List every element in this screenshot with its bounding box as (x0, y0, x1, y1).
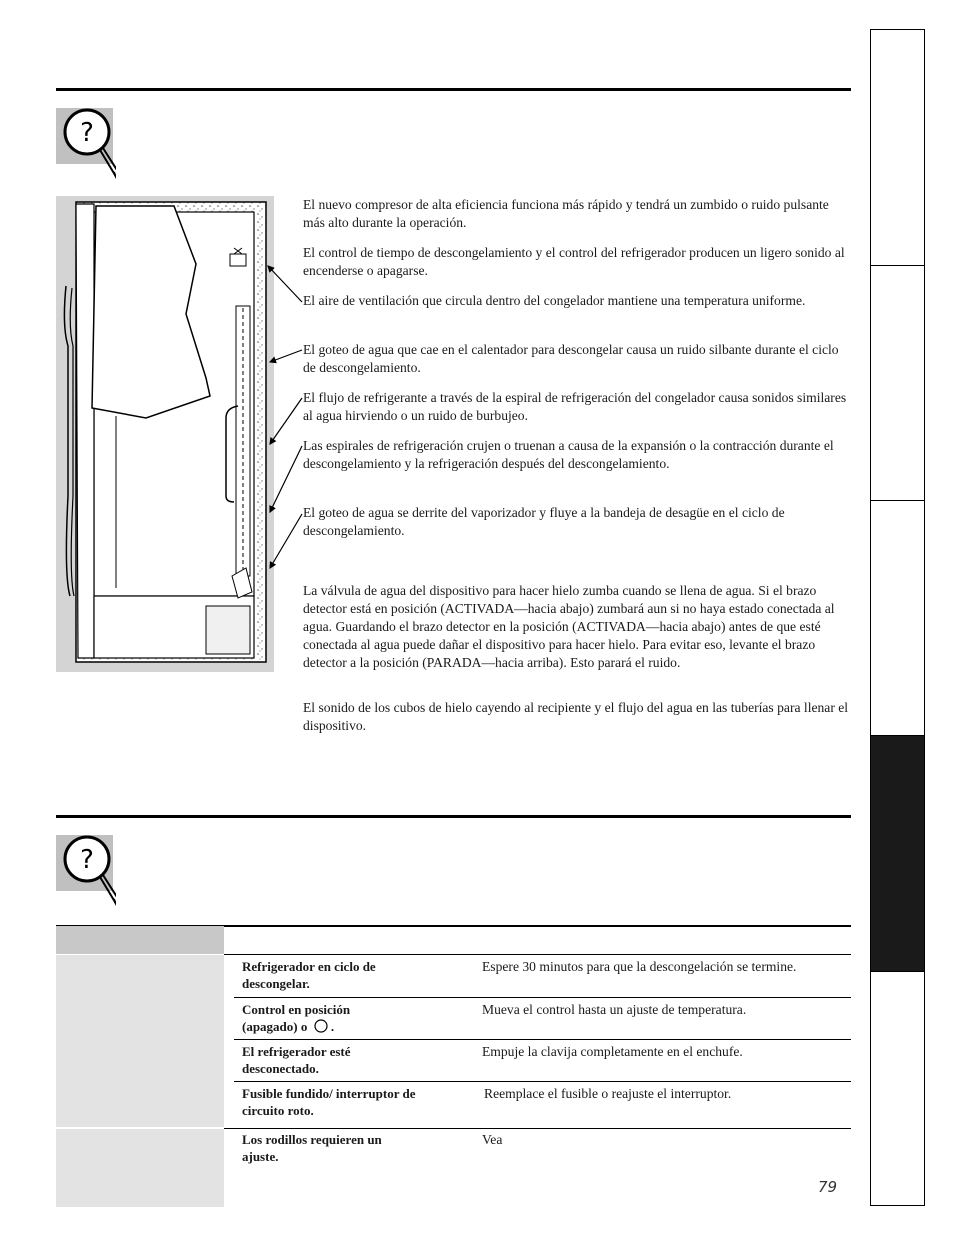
tab-1[interactable] (871, 265, 924, 500)
table-row-fix: Espere 30 minutos para que la descongelación se termine. (482, 959, 797, 974)
tab-2[interactable] (871, 500, 924, 735)
tab-troubleshooting-active[interactable] (871, 735, 924, 971)
section-tabs (870, 29, 925, 1206)
table-row-divider (224, 1128, 851, 1129)
sound-paragraph-water-drip: El goteo de agua se derrite del vaporizador y fluye a la bandeja de desagüe en el ciclo de descongelamiento. (303, 505, 785, 538)
callout-arrows (262, 250, 306, 580)
table-header-underline (224, 954, 851, 955)
table-problem-cell (56, 1129, 224, 1207)
table-header-cell (56, 926, 224, 954)
table-row-fix: Reemplace el fusible o reajuste el interruptor. (484, 1086, 732, 1101)
refrigerator-cutaway-illustration (56, 196, 274, 672)
table-row-divider (234, 1081, 851, 1082)
sound-paragraph-icemaker-valve: La válvula de agua del dispositivo para hacer hielo zumba cuando se llena de agua. Si el brazo detector está en posición (ACTIVADA—hacia abajo) zumbará aun si no haya estado conectada al agua. Guardando el brazo detector en la posición (ACTIVADA—hacia abajo) antes de que esté conectada al agua puede dañar el dispositivo para hacer hielo. Para evitar eso, levante el brazo detector a la posición (PARADA—hacia arriba). Esto parará el ruido. (303, 583, 835, 670)
section-divider-top (56, 88, 851, 91)
table-row-fix: Empuje la clavija completamente en el enchufe. (482, 1044, 743, 1059)
sound-paragraph-coils-crack: Las espirales de refrigeración crujen o truenan a causa de la expansión o la contracción durante el descongelamiento y la refrigeración después del descongelamiento. (303, 438, 834, 471)
tab-4[interactable] (871, 971, 924, 1207)
table-row-fix: Vea (482, 1132, 503, 1147)
table-problem-cell (56, 955, 224, 1127)
table-row-cause (242, 1001, 392, 1035)
svg-text:?: ? (80, 118, 94, 148)
sound-paragraph-defrost-heater: El goteo de agua que cae en el calentador para descongelar causa un ruido silbante durante el ciclo de descongelamiento. (303, 342, 839, 375)
period-mark: . (330, 1019, 335, 1034)
sound-paragraph-compressor: El nuevo compresor de alta eficiencia funciona más rápido y tendrá un zumbido o ruido pulsante más alto durante la operación. (303, 197, 829, 230)
sound-paragraph-ice-cubes: El sonido de los cubos de hielo cayendo al recipiente y el flujo del agua en las tuberías para llenar el dispositivo. (303, 700, 849, 733)
table-row-cause: Refrigerador en ciclo de descongelar. (242, 959, 376, 991)
table-row-cause-text: Control en posición (apagado) o (242, 1002, 351, 1034)
table-row-cause: El refrigerador esté desconectado. (242, 1044, 351, 1076)
table-row-fix: Mueva el control hasta un ajuste de temperatura. (482, 1002, 747, 1017)
off-circle-icon (314, 1019, 328, 1033)
question-magnifier-icon (56, 108, 116, 193)
sound-paragraph-fan: El aire de ventilación que circula dentro del congelador mantiene una temperatura uniforme. (303, 293, 806, 308)
table-row-divider (234, 997, 851, 998)
table-row-divider (234, 1039, 851, 1040)
table-row-cause: Fusible fundido/ interruptor de circuito roto. (242, 1086, 416, 1118)
sound-paragraph-defrost-timer: El control de tiempo de descongelamiento y el control del refrigerador producen un ligero sonido al encenderse o apagarse. (303, 245, 845, 278)
page-number: 79 (818, 1178, 838, 1196)
sound-paragraph-refrigerant-flow: El flujo de refrigerante a través de la espiral de refrigeración del congelador causa sonidos similares al agua hirviendo o un ruido de burbujeo. (303, 390, 847, 423)
section-divider-middle (56, 815, 851, 818)
question-magnifier-icon (56, 835, 116, 920)
svg-text:?: ? (80, 845, 94, 875)
table-row-cause: Los rodillos requieren un ajuste. (242, 1132, 382, 1164)
